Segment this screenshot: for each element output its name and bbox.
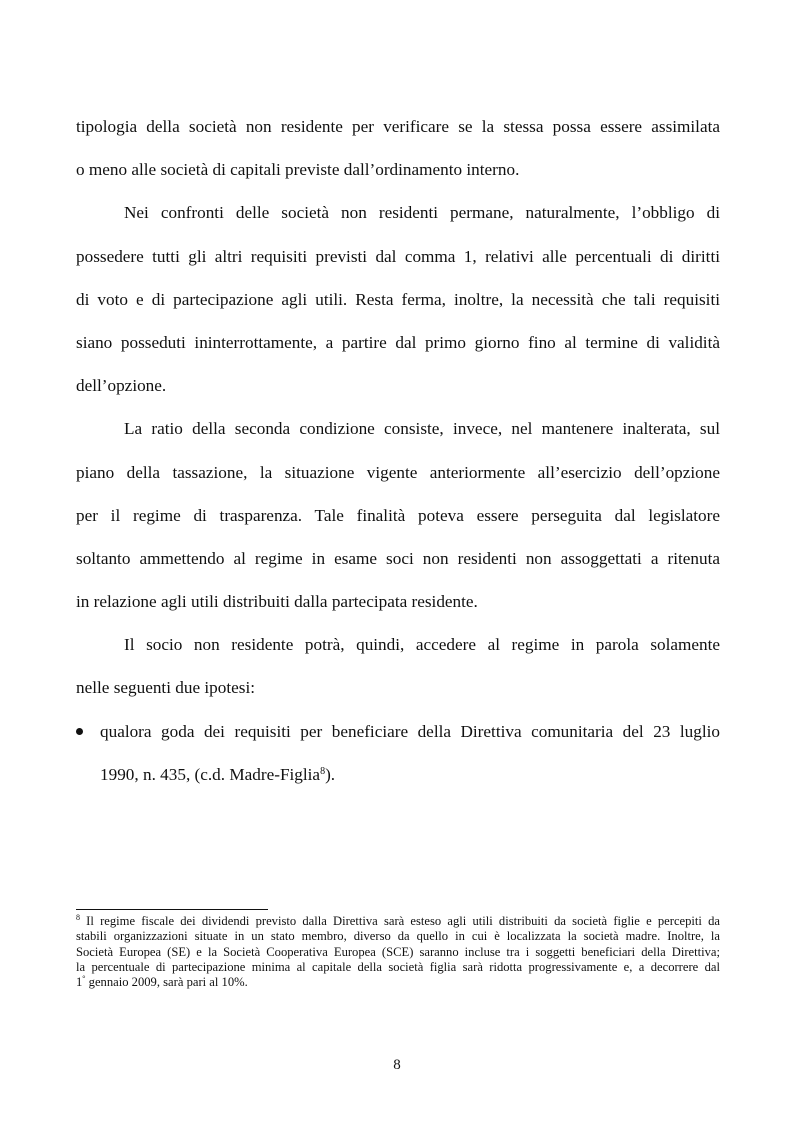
paragraph [76, 635, 720, 721]
paragraph [76, 203, 720, 419]
paragraph [76, 117, 720, 203]
footnote-ref[interactable]: 8 [320, 765, 326, 777]
footnote-line: Società Europea (SE) e la Società Cooperativa Europea (SCE) saranno incluse tra i soggetti beneficiari della Direttiva; [76, 944, 720, 959]
page-number: 8 [393, 1057, 401, 1073]
text-line: Nei confronti delle società non residenti permane, naturalmente, l’obbligo di [124, 203, 720, 223]
bullet-icon [76, 728, 83, 735]
bullet-item [76, 722, 720, 808]
main-text [76, 117, 720, 808]
footnote [76, 914, 720, 990]
footnote-divider [76, 909, 268, 910]
text-line: soltanto ammettendo al regime in esame soci non residenti non assoggettati a ritenuta [76, 548, 720, 568]
text-line: piano della tassazione, la situazione vigente anteriormente all’esercizio dell’opzione [76, 462, 720, 482]
text-line: o meno alle società di capitali previste dall’ordinamento interno. [76, 160, 520, 180]
text-line: Il socio non residente potrà, quindi, accedere al regime in parola solamente [124, 635, 720, 655]
degree-sign: ° [82, 974, 86, 984]
text-line: di voto e di partecipazione agli utili. Resta ferma, inoltre, la necessità che tali requisiti [76, 289, 720, 309]
footnote-line: la percentuale di partecipazione minima al capitale della società figlia sarà ridotta progressivamente e, a decorrere dal [76, 959, 720, 974]
text-line: in relazione agli utili distribuiti dalla partecipata residente. [76, 592, 478, 612]
text-line: per il regime di trasparenza. Tale finalità poteva essere perseguita dal legislatore [76, 505, 720, 525]
text-line [76, 765, 720, 808]
text-fragment: gennaio 2009, sarà pari al 10%. [85, 975, 248, 990]
text-fragment: ). [325, 764, 336, 784]
paragraph [76, 419, 720, 635]
text-fragment: 1990, n. 435, (c.d. Madre-Figlia [100, 764, 321, 784]
text-line: possedere tutti gli altri requisiti previsti dal comma 1, relativi alle percentuali di diritti [76, 246, 720, 266]
footnote-line: stabili organizzazioni situate in un stato membro, diverso da quello in cui è localizzata la società madre. Inoltre, la [76, 929, 720, 944]
footnote-marker: 8 [76, 913, 80, 922]
text-line: La ratio della seconda condizione consiste, invece, nel mantenere inalterata, sul [124, 419, 720, 439]
text-fragment: Il regime fiscale dei dividendi previsto dalla Direttiva sarà esteso agli utili distribuiti da società figlie e percepiti da [80, 914, 720, 928]
text-line: tipologia della società non residente per verificare se la stessa possa essere assimilata [76, 117, 720, 136]
text-line: qualora goda dei requisiti per beneficiare della Direttiva comunitaria del 23 luglio [100, 721, 720, 741]
text-line: dell’opzione. [76, 376, 167, 396]
text-fragment: 1 [76, 975, 83, 990]
text-line: nelle seguenti due ipotesi: [76, 678, 255, 698]
text-line: siano posseduti ininterrottamente, a partire dal primo giorno fino al termine di validità [76, 332, 720, 352]
footnote-line [76, 975, 720, 990]
footnote-line [76, 914, 720, 929]
